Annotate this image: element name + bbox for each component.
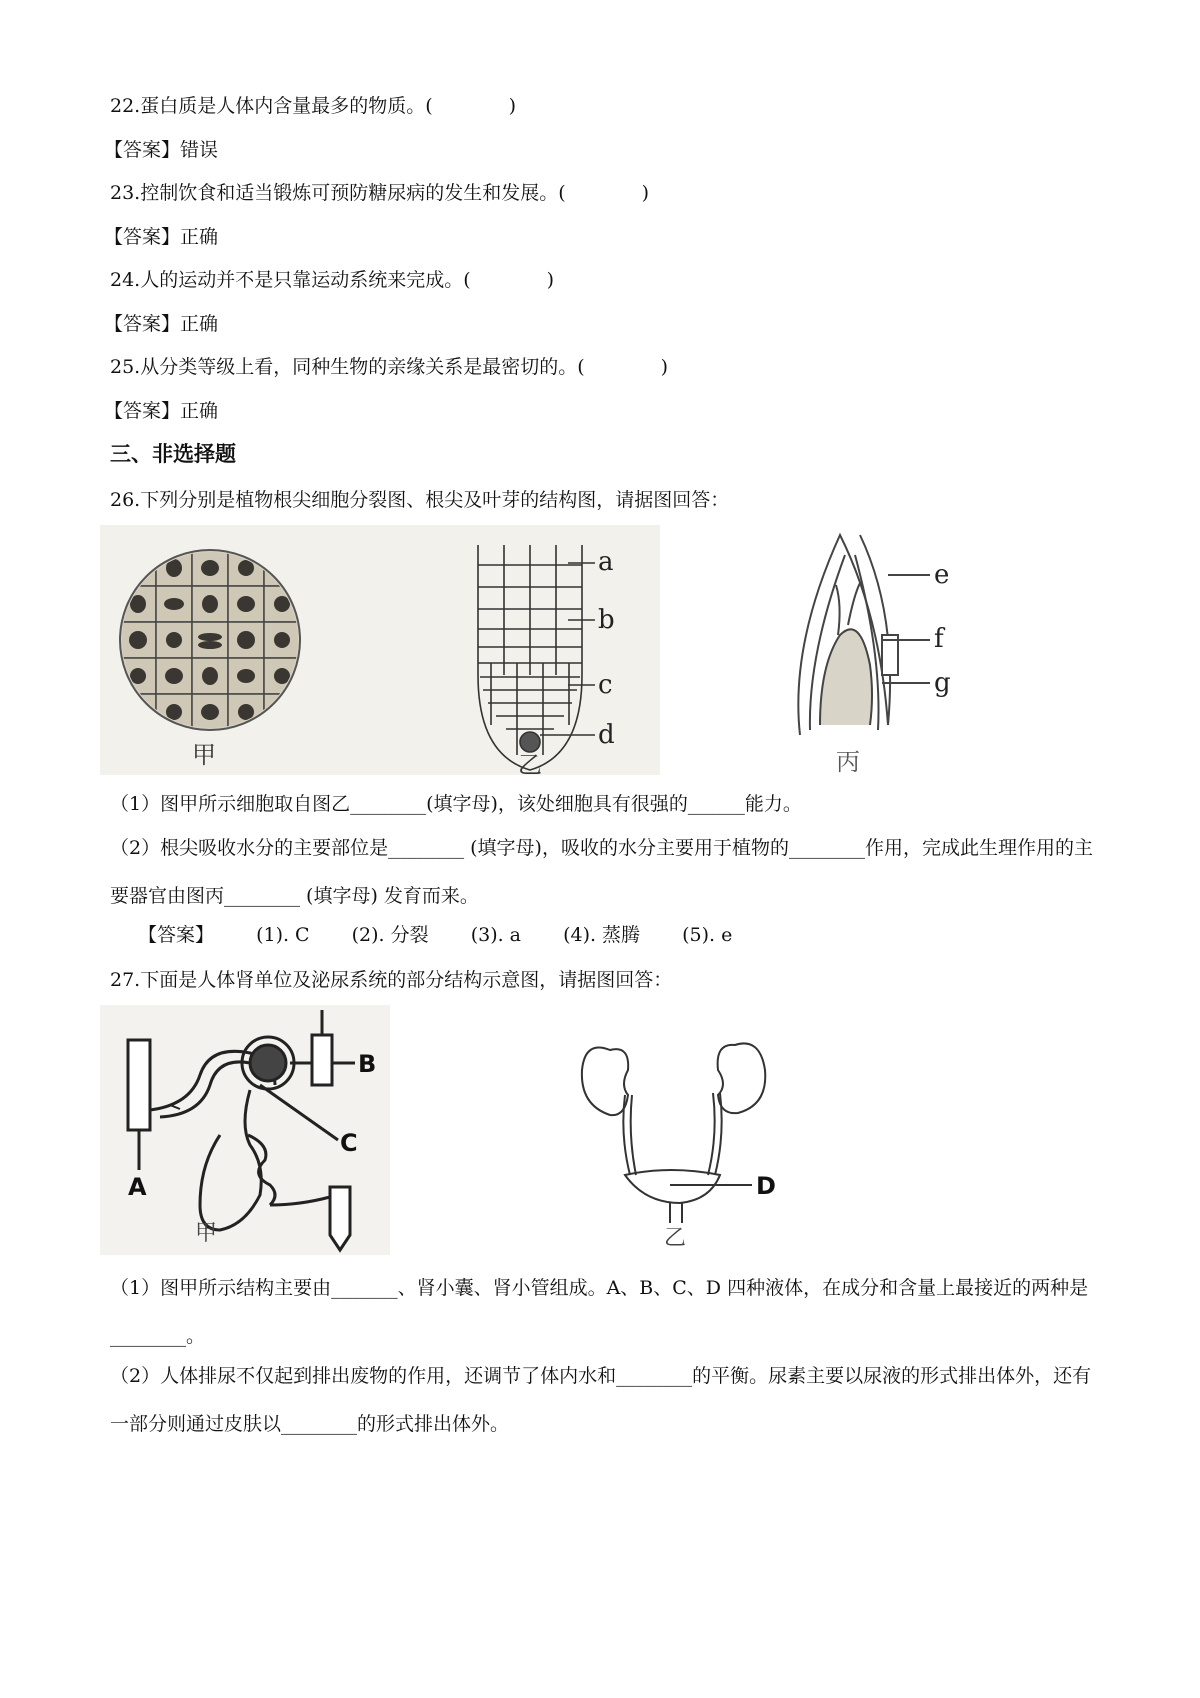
question-23: 23.控制饮食和适当锻炼可预防糖尿病的发生和发展。( ) — [110, 182, 650, 204]
urinary-system-diagram — [582, 1043, 765, 1223]
answer-item: (2). 分裂 — [351, 924, 429, 946]
answer-item: (3). a — [470, 924, 522, 946]
answer-item: (1). C — [256, 924, 310, 946]
answer-22: 【答案】错误 — [104, 139, 219, 161]
figure-26-bing — [770, 525, 990, 775]
label-c: c — [598, 670, 613, 700]
label-f: f — [934, 624, 944, 654]
figure-27-yi — [570, 1025, 800, 1250]
label-jia: 甲 — [192, 741, 216, 769]
label-d: d — [598, 720, 615, 750]
question-26-sub1: （1）图甲所示细胞取自图乙________(填字母)，该处细胞具有很强的______能力。 — [110, 793, 802, 815]
section-title: 三、非选择题 — [110, 442, 236, 466]
question-22: 22.蛋白质是人体内含量最多的物质。( ) — [110, 95, 517, 117]
answer-24: 【答案】正确 — [104, 313, 219, 335]
label-g: g — [934, 668, 951, 698]
figure-26-panel — [100, 525, 660, 775]
question-27-stem: 27.下面是人体肾单位及泌尿系统的部分结构示意图，请据图回答： — [110, 969, 673, 991]
leaf-bud-diagram — [798, 535, 930, 735]
label-jia-27: 甲 — [195, 1221, 218, 1246]
cell-micrograph — [120, 550, 300, 730]
label-B: B — [358, 1050, 377, 1078]
nephron-diagram — [128, 1010, 355, 1250]
answer-26 — [104, 922, 768, 948]
question-25: 25.从分类等级上看，同种生物的亲缘关系是最密切的。( ) — [110, 356, 669, 378]
label-A: A — [128, 1173, 147, 1201]
question-27-sub1: （1）图甲所示结构主要由_______、肾小囊、肾小管组成。A、B、C、D 四种液体，在成分和含量上最接近的两种是________。 — [110, 1277, 1089, 1347]
question-27-sub2: （2）人体排尿不仅起到排出废物的作用，还调节了体内水和________的平衡。尿素主要以尿液的形式排出体外，还有一部分则通过皮肤以________的形式排出体外。 — [110, 1365, 1092, 1435]
figure-27-jia — [100, 1005, 390, 1255]
label-yi: 乙 — [518, 751, 542, 775]
question-26-sub2: （2）根尖吸收水分的主要部位是________ (填字母)，吸收的水分主要用于植物的________作用，完成此生理作用的主要器官由图丙________ (填字母) 发育而来。 — [110, 837, 1093, 907]
answer-item: (5). e — [682, 924, 733, 946]
label-D: D — [756, 1172, 776, 1200]
label-e: e — [934, 560, 950, 590]
label-b: b — [598, 605, 615, 635]
answer-23: 【答案】正确 — [104, 226, 219, 248]
answer-25: 【答案】正确 — [104, 400, 219, 422]
label-C: C — [340, 1129, 358, 1157]
label-yi-27: 乙 — [664, 1226, 687, 1250]
label-a: a — [598, 547, 614, 577]
answer-item: (4). 蒸腾 — [563, 924, 641, 946]
figure-26-jia-yi — [100, 525, 660, 775]
label-bing: 丙 — [836, 748, 860, 775]
answer-label: 【答案】 — [138, 924, 215, 946]
question-26-stem: 26.下列分别是植物根尖细胞分裂图、根尖及叶芽的结构图，请据图回答： — [110, 489, 730, 511]
question-24: 24.人的运动并不是只靠运动系统来完成。( ) — [110, 269, 555, 291]
